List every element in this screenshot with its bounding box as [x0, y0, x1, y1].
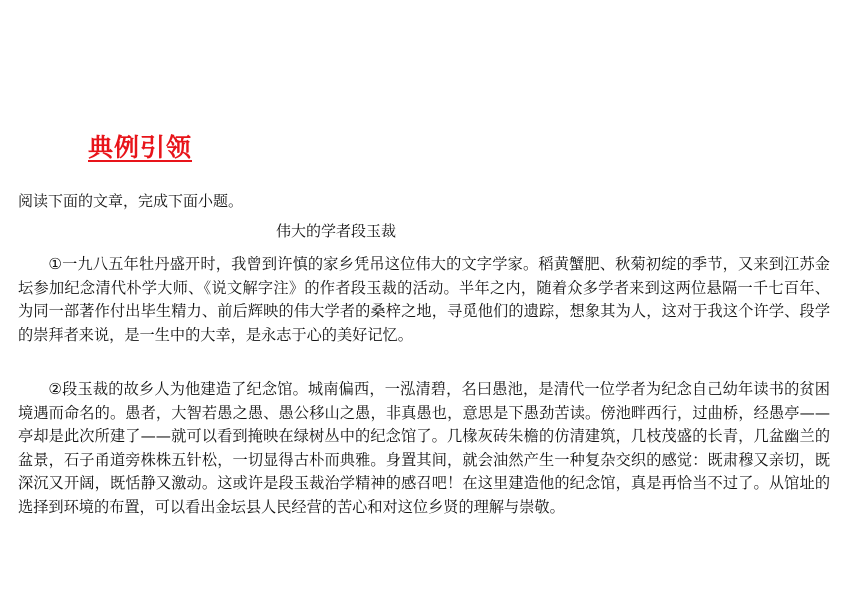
article-title: 伟大的学者段玉裁 [276, 222, 397, 240]
article-paragraph-1: ①一九八五年牡丹盛开时，我曾到许慎的家乡凭吊这位伟大的文字学家。稻黄蟹肥、秋菊初绽的季节，又来到江苏金坛参加纪念清代朴学大师、《说文解字注》的作者段玉裁的活动。半年之内，随着众多学者来到这两位悬隔一千七百年、为同一部著作付出毕生精力、前后辉映的伟大学者的桑梓之地，寻觅他们的遗踪，想象其为人，这对于我这个许学、段学的崇拜者来说，是一生中的大幸，是永志于心的美好记忆。 [18, 255, 830, 344]
section-heading: 典例引领 [88, 133, 193, 162]
article-paragraph-2: ②段玉裁的故乡人为他建造了纪念馆。城南偏西，一泓清碧，名曰愚池，是清代一位学者为纪念自己幼年读书的贫困境遇而命名的。愚者，大智若愚之愚、愚公移山之愚，非真愚也，意思是下愚劲苦读。傍池畔西行，过曲桥，经愚亭——亭却是此次所建了——就可以看到掩映在绿树丛中的纪念馆了。几椽灰砖朱檐的仿清建筑，几枝茂盛的长青，几盆幽兰的盆景，石子甬道旁株株五针松，一切显得古朴而典雅。身置其间，就会油然产生一种复杂交织的感觉：既肃穆又亲切，既深沉又开阔，既恬静又激动。这或许是段玉裁治学精神的感召吧！在这里建造他的纪念馆，真是再恰当不过了。从馆址的选择到环境的布置，可以看出金坛县人民经营的苦心和对这位乡贤的理解与崇敬。 [18, 380, 830, 516]
instruction-text: 阅读下面的文章，完成下面小题。 [18, 192, 244, 210]
